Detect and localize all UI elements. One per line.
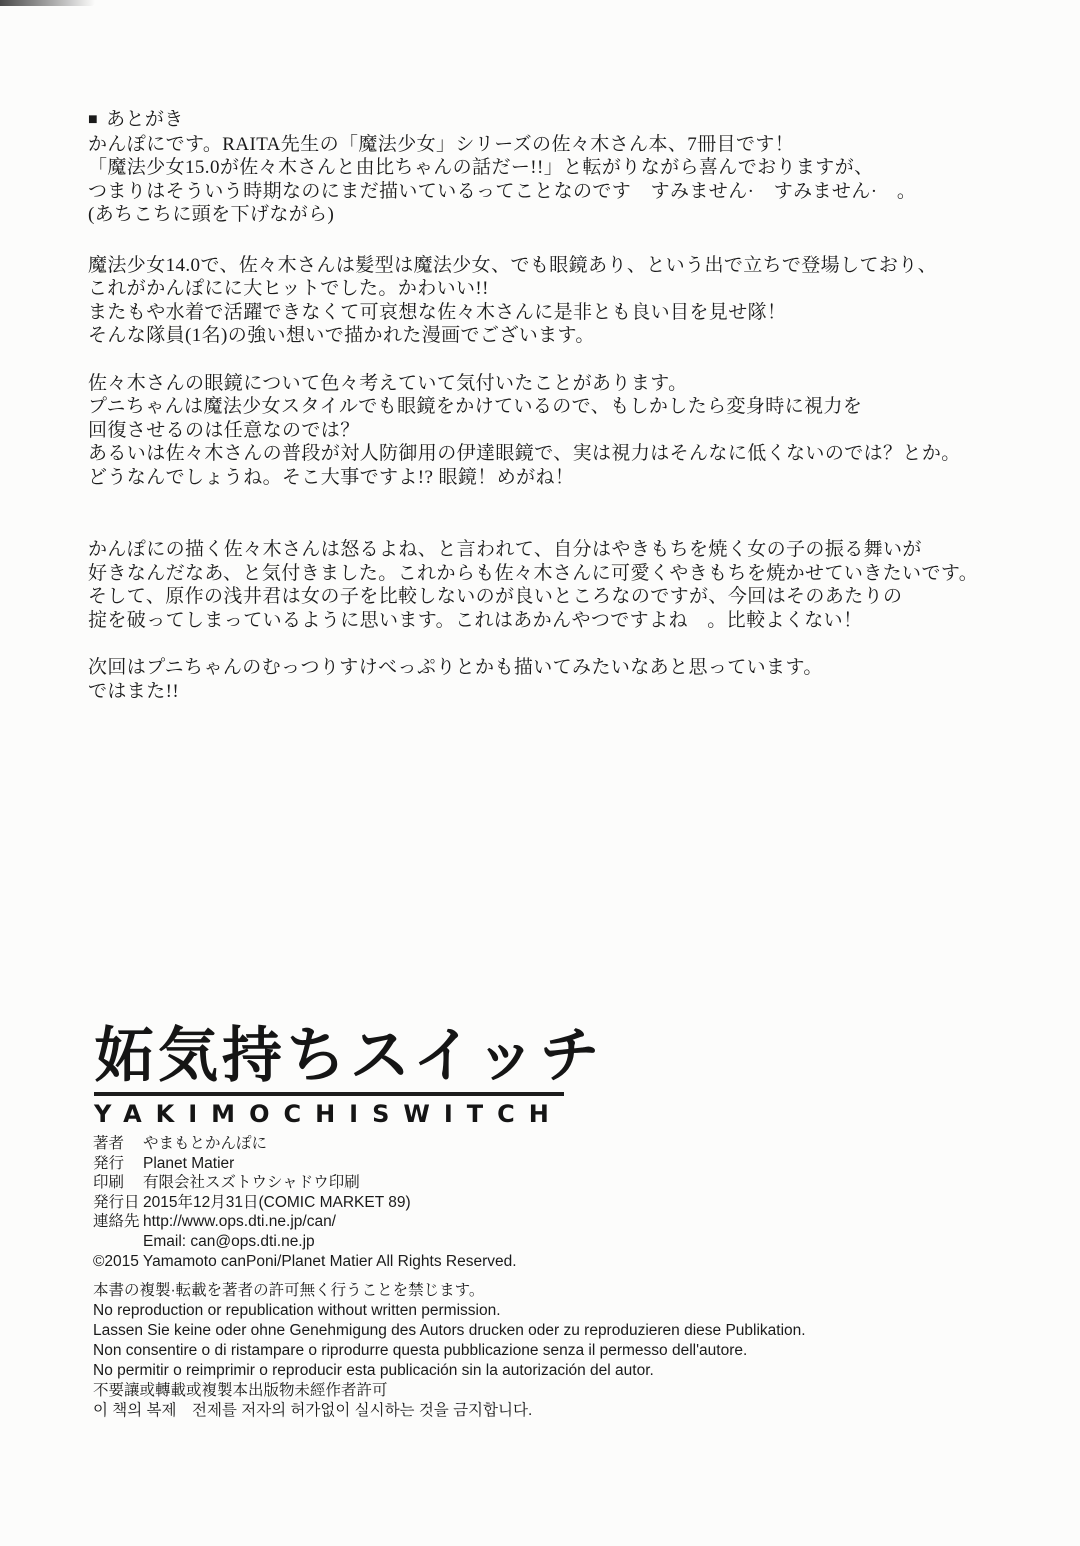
colophon-label: 発行: [93, 1154, 125, 1172]
text-line: 回復させるのは任意なのでは？: [88, 419, 360, 441]
text-line: (あちこちに頭を下げながら): [88, 204, 335, 225]
text-line: 好きなんだなあ、と気付きました。これからも佐々木さんに可愛くやきもちを焼かせていきたいです。: [88, 562, 979, 584]
title-block: [94, 1022, 604, 1128]
text-line: つまりはそういう時期なのにまだ描いているってことなのです すみません· すみません· 。: [88, 180, 917, 202]
colophon-label: 著者: [93, 1135, 125, 1152]
text-line: 魔法少女14.0で、佐々木さんは髪型は魔法少女、でも眼鏡あり、という出で立ちで登場しており、: [88, 254, 938, 276]
text-line: あるいは佐々木さんの普段が対人防御用の伊達眼鏡で、実は視力はそんなに低くないのでは？とか。: [88, 443, 961, 464]
text-line: No reproduction or republication without written permission.: [93, 1302, 501, 1319]
afterword-heading-label: あとがき: [106, 109, 184, 130]
book-title: 妬気持ちスイッチ: [94, 1022, 564, 1096]
text-line: これがかんぽにに大ヒットでした。かわいい!!: [88, 278, 489, 299]
copyright-line: ©2015 Yamamoto canPoni/Planet Matier All Rights Reserved.: [93, 1253, 517, 1270]
text-line: 「魔法少女15.0が佐々木さんと由比ちゃんの話だー!!」と転がりながら喜んでおりますが、: [88, 157, 874, 178]
scan-artifact: [0, 0, 95, 6]
colophon-label: 発行日: [93, 1193, 140, 1211]
colophon-row-publisher: [93, 1154, 517, 1174]
square-bullet-icon: ■: [88, 111, 99, 128]
text-line: かんぽにの描く佐々木さんは怒るよね、と言われて、自分はやきもちを焼く女の子の振る舞いが: [88, 539, 922, 560]
text-line: 佐々木さんの眼鏡について色々考えていて気付いたことがあります。: [88, 372, 688, 394]
text-line: No permitir o reimprimir o reproducir esta publicación sin la autorización del autor.: [93, 1362, 654, 1379]
text-line: ではまた!!: [88, 680, 180, 702]
afterword-section: [88, 108, 1048, 703]
legal-notice-section: [93, 1281, 806, 1421]
afterword-paragraph-3: [88, 372, 1048, 490]
text-line: Non consentire o di ristampare o riprodurre questa pubblicazione senza il permesso dell'autore.: [93, 1342, 748, 1359]
colophon-row-publish-date: [93, 1193, 517, 1213]
text-line: 次回はプニちゃんのむっつりすけべっぷりとかも描いてみたいなあと思っています。: [88, 657, 823, 678]
text-line: プニちゃんは魔法少女スタイルでも眼鏡をかけているので、もしかしたら変身時に視力を: [88, 396, 863, 417]
text-line: そんな隊員(1名)の強い想いで描かれた漫画でございます。: [88, 325, 595, 346]
colophon-section: [93, 1134, 517, 1272]
text-line: 이 책의 복제 전제를 저자의 허가없이 실시하는 것을 금지합니다.: [93, 1402, 533, 1419]
afterword-paragraph-2: [88, 254, 1048, 348]
text-line: どうなんでしょうね。そこ大事ですよ!? 眼鏡！めがね！: [88, 466, 575, 488]
colophon-value: Email: can@ops.dti.ne.jp: [143, 1232, 315, 1250]
afterword-paragraph-1: [88, 133, 1048, 227]
text-line: そして、原作の浅井君は女の子を比較しないのが良いところなのですが、今回はそのあたりの: [88, 586, 903, 607]
text-line: Lassen Sie keine oder ohne Genehmigung des Autors drucken oder zu reproduzieren diese Publikation.: [93, 1322, 806, 1339]
text-line: 不要讓或轉載或複製本出版物未經作者許可: [93, 1382, 388, 1399]
colophon-value: やまもとかんぽに: [143, 1135, 268, 1152]
colophon-value: Planet Matier: [143, 1154, 235, 1172]
afterword-paragraph-5: [88, 656, 1048, 703]
colophon-label: 印刷: [93, 1174, 125, 1191]
text-line: 本書の複製·転載を著者の許可無く行うことを禁じます。: [93, 1282, 485, 1299]
colophon-label: 連絡先: [93, 1213, 140, 1230]
text-line: またもや水着で活躍できなくて可哀想な佐々木さんに是非とも良い目を見せ隊！: [88, 301, 787, 323]
colophon-value: 有限会社スズトウシャドウ印刷: [143, 1174, 360, 1191]
text-line: 掟を破ってしまっているように思います。これはあかんやつですよね 。比較よくない！: [88, 609, 863, 631]
afterword-heading: [88, 108, 1048, 133]
colophon-value: http://www.ops.dti.ne.jp/can/: [143, 1213, 336, 1230]
book-title-romanized: YAKIMOCHISWITCH: [94, 1100, 563, 1128]
colophon-value: 2015年12月31日(COMIC MARKET 89): [143, 1193, 411, 1211]
colophon-row-printer: [93, 1173, 517, 1193]
colophon-row-contact-url: [93, 1212, 517, 1232]
colophon-label: [93, 1232, 143, 1252]
afterword-paragraph-4: [88, 538, 1048, 632]
colophon-row-contact-email: [93, 1232, 517, 1252]
colophon-row-author: [93, 1134, 517, 1154]
text-line: かんぽにです。RAITA先生の「魔法少女」シリーズの佐々木さん本、7冊目です！: [88, 133, 795, 155]
